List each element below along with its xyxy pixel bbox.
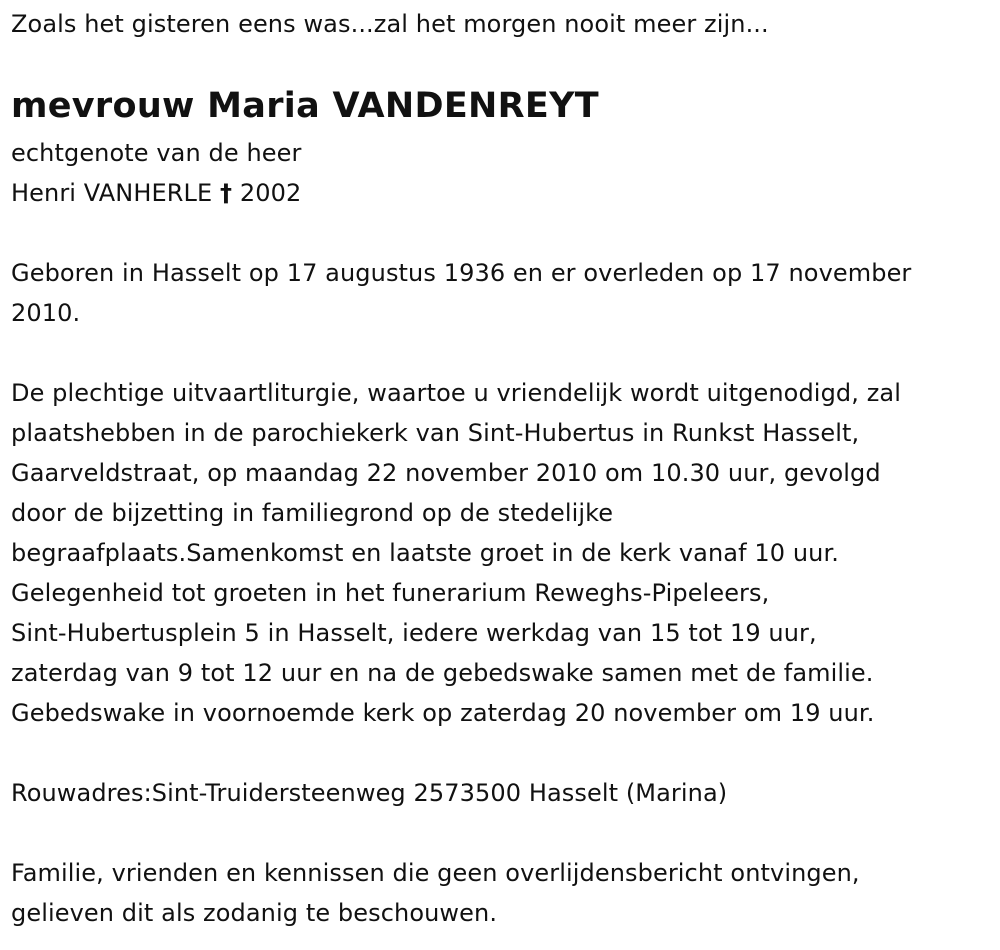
motto-text: Zoals het gisteren eens was...zal het morgen nooit meer zijn... — [11, 10, 769, 38]
paragraph-line: door de bijzetting in familiegrond op de stedelijke — [11, 499, 614, 527]
birth-death-paragraph — [11, 253, 911, 333]
paragraph-line: plaatshebben in de parochiekerk van Sint-Hubertus in Runkst Hasselt, — [11, 419, 860, 447]
family-notice-paragraph — [11, 853, 860, 933]
paragraph-line: Gelegenheid tot groeten in het funerarium Reweghs-Pipeleers, — [11, 579, 770, 607]
paragraph-line: De plechtige uitvaartliturgie, waartoe u vriendelijk wordt uitgenodigd, zal — [11, 379, 901, 407]
paragraph-line: 2010. — [11, 299, 81, 327]
spouse-death-year: 2002 — [239, 179, 302, 207]
address-line: Rouwadres:Sint-Truidersteenweg 2573500 Hasselt (Marina) — [11, 779, 728, 807]
spouse-block — [11, 133, 301, 213]
deceased-name: mevrouw Maria VANDENREYT — [11, 86, 599, 126]
paragraph-line: begraafplaats.Samenkomst en laatste groet in de kerk vanaf 10 uur. — [11, 539, 839, 567]
cross-icon: † — [220, 179, 233, 207]
spouse-line — [11, 173, 301, 213]
spouse-name: Henri VANHERLE — [11, 179, 213, 207]
funeral-liturgy-paragraph — [11, 373, 901, 733]
paragraph-line: Sint-Hubertusplein 5 in Hasselt, iedere werkdag van 15 tot 19 uur, — [11, 619, 817, 647]
paragraph-line: zaterdag van 9 tot 12 uur en na de gebedswake samen met de familie. — [11, 659, 874, 687]
paragraph-line: Gaarveldstraat, op maandag 22 november 2010 om 10.30 uur, gevolgd — [11, 459, 881, 487]
mourning-address — [11, 773, 727, 813]
paragraph-line: Geboren in Hasselt op 17 augustus 1936 en er overleden op 17 november — [11, 259, 912, 287]
paragraph-line: Familie, vrienden en kennissen die geen overlijdensbericht ontvingen, — [11, 859, 860, 887]
spouse-intro: echtgenote van de heer — [11, 139, 302, 167]
paragraph-line: gelieven dit als zodanig te beschouwen. — [11, 899, 498, 927]
paragraph-line: Gebedswake in voornoemde kerk op zaterdag 20 november om 19 uur. — [11, 699, 875, 727]
